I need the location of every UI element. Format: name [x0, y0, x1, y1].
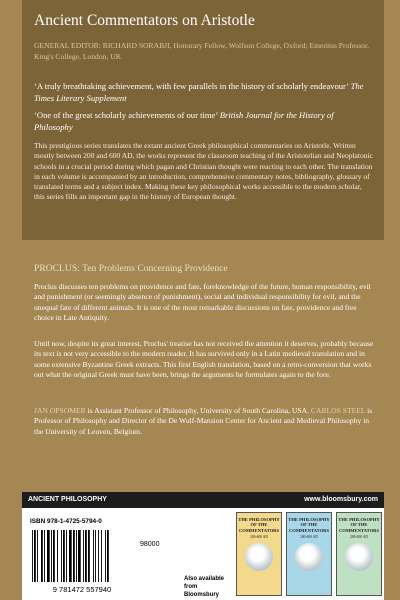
barcode-bar	[105, 530, 106, 582]
barcode-bar	[41, 530, 43, 582]
isbn-label: ISBN 978-1-4725-5794-0	[30, 518, 102, 525]
barcode-digits: 9 781472 557940	[52, 585, 112, 594]
barcode-bar	[63, 530, 65, 582]
barcode-bar	[51, 530, 52, 582]
barcode-bar	[37, 530, 38, 582]
barcode-area	[22, 508, 384, 600]
barcode-bar	[61, 530, 62, 582]
barcode-bar	[78, 530, 81, 582]
quote-source: The Times Literary Supplement	[34, 81, 364, 103]
related-book-title: THE PHILOSOPHY OF THE COMMENTATORS	[338, 517, 380, 533]
barcode-bar	[85, 530, 87, 582]
barcode-bar	[53, 530, 55, 582]
back-cover-text	[22, 0, 384, 492]
price-code: 98000	[140, 541, 160, 548]
barcode-bar	[83, 530, 84, 582]
quote-source: British Journal for the History of Philosophy	[34, 110, 334, 132]
author-bios	[34, 406, 374, 437]
barcode-bar	[66, 530, 67, 582]
related-book-years: 200-600 AD	[300, 535, 318, 540]
sculpture-image	[345, 543, 373, 571]
author-bio: is Professor of Philosophy and Director of the De Wulf-Mansion Center for Ancient and Medieval Philosophy in the University of Leuven, Belgium.	[34, 406, 373, 436]
series-info-box	[22, 0, 384, 240]
barcode-bar	[44, 530, 45, 582]
barcode-bar	[93, 530, 94, 582]
barcode-bar	[69, 530, 72, 582]
barcode-bar	[107, 530, 109, 582]
category-label: ANCIENT PHILOSOPHY	[28, 496, 107, 503]
related-book-1[interactable]	[236, 512, 282, 596]
barcode-bar	[95, 530, 96, 582]
quote-text: ‘A truly breathtaking achievement, with few parallels in the history of scholarly endeavour’	[34, 81, 349, 91]
review-quote-1	[34, 80, 374, 104]
book-title: PROCLUS: Ten Problems Concerning Providence	[34, 263, 228, 274]
author-bio: is Assistant Professor of Philosophy, University of South Carolina, USA.	[85, 406, 311, 415]
sculpture-image	[295, 543, 323, 571]
series-title: Ancient Commentators on Aristotle	[34, 12, 255, 29]
book-description-2: Until now, despite its great interest, Proclus' treatise has not received the attention it deserves, probably because its text is not very accessible to the modern reader. It has survived only in a Latin medieval translation and in some extensive Byzantine Greek extracts. This first English translation, based on a retro-conversion that works out what the original Greek must have been, brings the arguments he formulates again to the fore.	[34, 339, 374, 380]
author-name: JAN OPSOMER	[34, 406, 86, 415]
barcode-bar	[47, 530, 50, 582]
related-book-3[interactable]	[336, 512, 382, 596]
book-description-1: Proclus discusses ten problems on providence and fate, foreknowledge of the future, human responsibility, evil and punishment (or seemingly absence of punishment), social and individual responsibility for evil, and the unequal fate of different animals. It is one of the most remarkable discussions on fate, providence and free choice in Late Antiquity.	[34, 282, 371, 323]
related-book-years: 200-600 AD	[250, 535, 268, 540]
author-name: CARLOS STEEL	[310, 406, 366, 415]
related-book-years: 200-600 AD	[350, 535, 368, 540]
barcode-bar	[88, 530, 90, 582]
related-book-title: THE PHILOSOPHY OF THE COMMENTATORS	[288, 517, 330, 533]
category-band	[22, 492, 384, 508]
general-editor: GENERAL EDITOR: RICHARD SORABJI, Honorary Fellow, Wolfson College, Oxford; Emeritus Professor, King's College, London, UK	[34, 41, 370, 61]
barcode-bar	[34, 530, 36, 582]
publisher-website: www.bloomsbury.com	[304, 496, 378, 503]
related-book-title: THE PHILOSOPHY OF THE COMMENTATORS	[238, 517, 280, 533]
barcode-bar	[98, 530, 99, 582]
barcode-bar	[73, 530, 75, 582]
barcode-bar	[76, 530, 77, 582]
sculpture-image	[245, 543, 273, 571]
barcode-bar	[57, 530, 58, 582]
review-quote-2	[34, 109, 374, 133]
isbn-barcode	[28, 528, 136, 594]
quote-text: ‘One of the great scholarly achievements of our time’	[34, 110, 218, 120]
barcode-bar	[101, 530, 102, 582]
also-available-label: Also available from Bloomsbury	[184, 576, 225, 598]
barcode-bar	[32, 530, 33, 582]
related-book-2[interactable]	[286, 512, 332, 596]
series-description: This prestigious series translates the extant ancient Greek philosophical commentaries on Aristotle. Written mostly between 200 and 600 AD, the works represent the classroom teaching of the Aristotelian and Neoplatonic schools in a crucial period during which pagan and Christian thought were reacting to each other. The translation in each volume is accompanied by an introduction, comprehensive commentary notes, bibliography, glossary of translated terms and a subject index. Making these key philosophical works accessible to the modern scholar, this series fills an important gap in the history of European thought.	[34, 141, 373, 202]
